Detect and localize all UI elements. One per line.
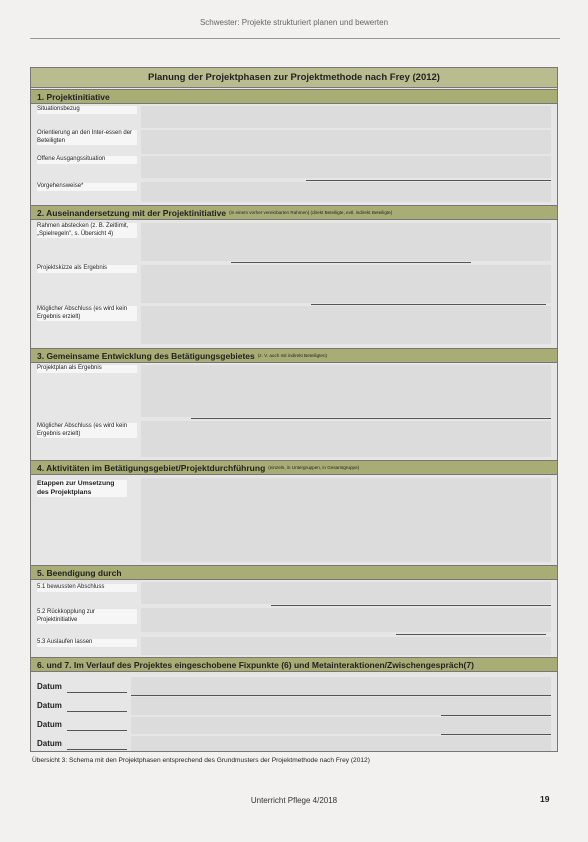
date-line [67, 749, 127, 750]
date-line [67, 730, 127, 731]
writing-line [131, 695, 551, 696]
section-heading-text: 6. und 7. Im Verlauf des Projektes eingeschobene Fixpunkte (6) und Metainteraktionen/Zwischengespräch(7) [37, 659, 474, 670]
section-5-heading [31, 565, 557, 580]
section-2-heading [31, 205, 557, 220]
section-note: (z. V. auch mit indirekt Beteiligten) [257, 353, 328, 358]
writing-line [191, 418, 551, 419]
input-area[interactable] [141, 156, 551, 178]
writing-line [311, 304, 546, 305]
input-area[interactable] [131, 717, 551, 734]
section-heading-text: 2. Auseinandersetzung mit der Projektinitiative [37, 207, 227, 218]
input-area[interactable] [141, 637, 551, 655]
section-heading-text: 4. Aktivitäten im Betätigungsgebiet/Projektdurchführung [37, 462, 266, 473]
input-area[interactable] [141, 478, 551, 562]
input-area[interactable] [141, 306, 551, 344]
date-label: Datum [37, 739, 62, 748]
writing-line [271, 605, 551, 606]
section-heading-text: 3. Gemeinsame Entwicklung des Betätigungsgebietes [37, 350, 255, 361]
row-label: Rahmen abstecken (z. B. Zeitlimit, „Spielregeln", s. Übersicht 4) [37, 223, 137, 238]
input-area[interactable] [141, 223, 551, 261]
section-3-heading [31, 348, 557, 363]
input-area[interactable] [141, 582, 551, 604]
row-label: Projektplan als Ergebnis [37, 365, 137, 373]
date-label: Datum [37, 720, 62, 729]
date-label: Datum [37, 701, 62, 710]
row-label: Offene Ausgangssituation [37, 156, 137, 164]
header-divider [30, 38, 560, 39]
row-label: Orientierung an den Inter-essen der Beteiligten [37, 130, 137, 145]
section-4-heading [31, 460, 557, 475]
writing-line [441, 715, 551, 716]
row-label: 5.2 Rückkopplung zur Projektinitiative [37, 609, 137, 624]
writing-line [231, 262, 471, 263]
running-head: Schwester: Projekte strukturiert planen und bewerten [199, 18, 389, 27]
row-label: Möglicher Abschluss (es wird kein Ergebnis erzielt) [37, 423, 137, 438]
section-6-7-heading [31, 657, 557, 672]
input-area[interactable] [141, 106, 551, 128]
row-label: 5.1 bewussten Abschluss [37, 584, 137, 592]
writing-line [441, 734, 551, 735]
input-area[interactable] [131, 697, 551, 715]
page-footer: Unterricht Pflege 4/2018 [250, 796, 338, 805]
input-area[interactable] [141, 365, 551, 417]
row-label: Situationsbezug [37, 106, 137, 114]
section-note: (einzeln, in Untergruppen, in Gesamtgruppe) [268, 465, 360, 470]
input-area[interactable] [131, 677, 551, 695]
input-area[interactable] [131, 736, 551, 751]
section-heading-text: 5. Beendigung durch [37, 567, 122, 578]
input-area[interactable] [141, 182, 551, 202]
row-label: 5.3 Auslaufen lassen [37, 639, 137, 647]
date-line [67, 711, 127, 712]
date-line [67, 692, 127, 693]
row-label: Etappen zur Umsetzung des Projektplans [37, 480, 127, 497]
row-label: Vorgehensweise* [37, 183, 137, 191]
input-area[interactable] [141, 265, 551, 303]
project-phases-table [30, 67, 558, 752]
page-number: 19 [540, 794, 550, 804]
writing-line [396, 634, 546, 635]
row-label: Möglicher Abschluss (es wird kein Ergebnis erzielt) [37, 306, 137, 321]
input-area[interactable] [141, 608, 551, 632]
section-note: (in einem vorher vereinbarten Rahmen) (direkt Beteiligte, evtl. indirekt Beteiligte) [229, 210, 393, 215]
table-title: Planung der Projektphasen zur Projektmethode nach Frey (2012) [31, 68, 557, 88]
input-area[interactable] [141, 421, 551, 457]
section-1-heading [31, 89, 557, 104]
date-label: Datum [37, 682, 62, 691]
input-area[interactable] [141, 130, 551, 154]
writing-line [306, 180, 551, 181]
section-heading-text: 1. Projektinitiative [37, 91, 110, 102]
row-label: Projektskizze als Ergebnis [37, 265, 137, 273]
figure-caption: Übersicht 3: Schema mit den Projektphasen entsprechend des Grundmusters der Projektmethode nach Frey (2012) [32, 757, 370, 764]
